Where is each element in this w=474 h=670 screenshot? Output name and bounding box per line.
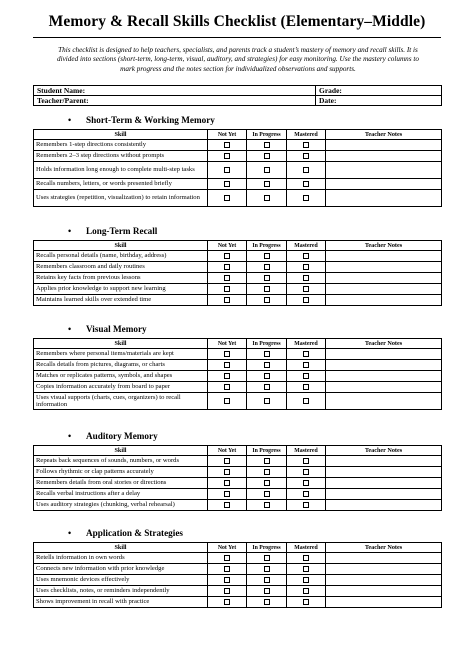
column-header-mastered: Mastered	[287, 130, 326, 140]
checkbox-cell-not-yet	[208, 393, 247, 410]
table-row	[34, 179, 442, 190]
checkbox-in-progress[interactable]	[264, 469, 270, 475]
column-header-in-progress: In Progress	[247, 446, 287, 456]
table-row	[34, 467, 442, 478]
date-field[interactable]: Date:	[316, 96, 442, 106]
checkbox-in-progress[interactable]	[264, 373, 270, 379]
checkbox-cell-mastered	[287, 564, 326, 575]
section-title: Short-Term & Working Memory	[86, 115, 215, 125]
student-name-field[interactable]: Student Name:	[34, 86, 316, 96]
checkbox-mastered[interactable]	[303, 480, 309, 486]
teacher-notes-cell[interactable]	[326, 140, 442, 151]
bullet-icon: •	[68, 431, 72, 441]
checkbox-mastered[interactable]	[303, 398, 309, 404]
table-header-row	[34, 339, 442, 349]
section-heading	[68, 528, 183, 538]
teacher-notes-cell[interactable]	[326, 371, 442, 382]
checkbox-cell-in-progress	[247, 151, 287, 162]
table-row	[34, 500, 442, 511]
checkbox-cell-in-progress	[247, 284, 287, 295]
checkbox-not-yet[interactable]	[224, 373, 230, 379]
checkbox-mastered[interactable]	[303, 577, 309, 583]
skill-cell: Connects new information with prior knowledge	[34, 564, 208, 575]
checkbox-not-yet[interactable]	[224, 502, 230, 508]
checkbox-not-yet[interactable]	[224, 469, 230, 475]
checkbox-cell-mastered	[287, 393, 326, 410]
checkbox-cell-not-yet	[208, 586, 247, 597]
teacher-notes-cell[interactable]	[326, 251, 442, 262]
checkbox-cell-mastered	[287, 456, 326, 467]
checkbox-in-progress[interactable]	[264, 286, 270, 292]
checkbox-cell-in-progress	[247, 251, 287, 262]
column-header-not-yet: Not Yet	[208, 241, 247, 251]
checkbox-cell-in-progress	[247, 295, 287, 306]
checkbox-cell-not-yet	[208, 295, 247, 306]
checkbox-mastered[interactable]	[303, 491, 309, 497]
teacher-notes-cell[interactable]	[326, 273, 442, 284]
checkbox-cell-mastered	[287, 500, 326, 511]
bullet-icon: •	[68, 528, 72, 538]
checklist-table	[33, 129, 442, 207]
table-row	[34, 360, 442, 371]
teacher-notes-cell[interactable]	[326, 349, 442, 360]
skill-cell: Shows improvement in recall with practice	[34, 597, 208, 608]
column-header-not-yet: Not Yet	[208, 339, 247, 349]
teacher-notes-cell[interactable]	[326, 151, 442, 162]
table-row	[34, 162, 442, 179]
table-row	[34, 140, 442, 151]
checkbox-cell-in-progress	[247, 371, 287, 382]
checkbox-mastered[interactable]	[303, 373, 309, 379]
checkbox-cell-not-yet	[208, 251, 247, 262]
checkbox-cell-not-yet	[208, 553, 247, 564]
checkbox-cell-in-progress	[247, 140, 287, 151]
checkbox-mastered[interactable]	[303, 253, 309, 259]
checkbox-cell-not-yet	[208, 564, 247, 575]
checkbox-cell-in-progress	[247, 162, 287, 179]
checkbox-in-progress[interactable]	[264, 599, 270, 605]
checkbox-in-progress[interactable]	[264, 362, 270, 368]
checkbox-cell-in-progress	[247, 456, 287, 467]
checkbox-cell-mastered	[287, 467, 326, 478]
teacher-notes-cell[interactable]	[326, 295, 442, 306]
checkbox-not-yet[interactable]	[224, 181, 230, 187]
checkbox-in-progress[interactable]	[264, 142, 270, 148]
checkbox-cell-in-progress	[247, 360, 287, 371]
checkbox-cell-mastered	[287, 575, 326, 586]
checkbox-cell-mastered	[287, 478, 326, 489]
checkbox-cell-not-yet	[208, 162, 247, 179]
checkbox-cell-in-progress	[247, 478, 287, 489]
checkbox-cell-in-progress	[247, 467, 287, 478]
checkbox-cell-not-yet	[208, 273, 247, 284]
checkbox-cell-in-progress	[247, 564, 287, 575]
checkbox-cell-in-progress	[247, 586, 287, 597]
table-header-row	[34, 543, 442, 553]
checkbox-cell-in-progress	[247, 489, 287, 500]
checkbox-cell-not-yet	[208, 478, 247, 489]
checkbox-not-yet[interactable]	[224, 384, 230, 390]
teacher-notes-cell[interactable]	[326, 262, 442, 273]
teacher-notes-cell[interactable]	[326, 284, 442, 295]
section-title: Application & Strategies	[86, 528, 183, 538]
checkbox-cell-not-yet	[208, 500, 247, 511]
checkbox-not-yet[interactable]	[224, 264, 230, 270]
table-row	[34, 190, 442, 207]
skill-cell: Maintains learned skills over extended time	[34, 295, 208, 306]
checkbox-cell-not-yet	[208, 284, 247, 295]
checkbox-cell-mastered	[287, 349, 326, 360]
checkbox-mastered[interactable]	[303, 167, 309, 173]
checkbox-cell-not-yet	[208, 140, 247, 151]
skill-cell: Retells information in own words	[34, 553, 208, 564]
checkbox-cell-in-progress	[247, 553, 287, 564]
bullet-icon: •	[68, 226, 72, 236]
skill-cell: Uses checklists, notes, or reminders independently	[34, 586, 208, 597]
checkbox-in-progress[interactable]	[264, 181, 270, 187]
checkbox-mastered[interactable]	[303, 297, 309, 303]
skill-cell: Uses mnemonic devices effectively	[34, 575, 208, 586]
table-row	[34, 553, 442, 564]
checkbox-cell-not-yet	[208, 371, 247, 382]
checklist-table	[33, 445, 442, 511]
checkbox-not-yet[interactable]	[224, 362, 230, 368]
checkbox-cell-not-yet	[208, 190, 247, 207]
checkbox-cell-mastered	[287, 489, 326, 500]
table-row	[34, 586, 442, 597]
page-title: Memory & Recall Skills Checklist (Elementary–Middle)	[48, 13, 426, 30]
teacher-notes-cell[interactable]	[326, 162, 442, 179]
checkbox-not-yet[interactable]	[224, 398, 230, 404]
column-header-notes: Teacher Notes	[326, 339, 442, 349]
skill-cell: Repeats back sequences of sounds, numbers, or words	[34, 456, 208, 467]
column-header-skill: Skill	[34, 543, 208, 553]
checkbox-in-progress[interactable]	[264, 297, 270, 303]
teacher-notes-cell[interactable]	[326, 489, 442, 500]
column-header-skill: Skill	[34, 130, 208, 140]
teacher-notes-cell[interactable]	[326, 393, 442, 410]
checkbox-in-progress[interactable]	[264, 491, 270, 497]
checkbox-cell-not-yet	[208, 597, 247, 608]
column-header-in-progress: In Progress	[247, 339, 287, 349]
column-header-not-yet: Not Yet	[208, 543, 247, 553]
column-header-skill: Skill	[34, 446, 208, 456]
checkbox-mastered[interactable]	[303, 566, 309, 572]
teacher-notes-cell[interactable]	[326, 360, 442, 371]
checkbox-mastered[interactable]	[303, 555, 309, 561]
checkbox-in-progress[interactable]	[264, 566, 270, 572]
teacher-parent-field[interactable]: Teacher/Parent:	[34, 96, 316, 106]
skill-cell: Recalls numbers, letters, or words presented briefly	[34, 179, 208, 190]
checkbox-cell-in-progress	[247, 349, 287, 360]
checkbox-cell-mastered	[287, 251, 326, 262]
checkbox-cell-not-yet	[208, 360, 247, 371]
checkbox-not-yet[interactable]	[224, 253, 230, 259]
checkbox-cell-in-progress	[247, 393, 287, 410]
table-row	[34, 597, 442, 608]
checkbox-cell-not-yet	[208, 262, 247, 273]
skill-cell: Uses visual supports (charts, cues, organizers) to recall information	[34, 393, 208, 410]
checkbox-cell-mastered	[287, 179, 326, 190]
table-header-row	[34, 241, 442, 251]
skill-cell: Retains key facts from previous lessons	[34, 273, 208, 284]
checkbox-cell-mastered	[287, 284, 326, 295]
section-heading	[68, 431, 158, 441]
checklist-table	[33, 338, 442, 410]
column-header-mastered: Mastered	[287, 241, 326, 251]
checkbox-not-yet[interactable]	[224, 286, 230, 292]
checkbox-cell-mastered	[287, 162, 326, 179]
table-row	[34, 382, 442, 393]
checkbox-not-yet[interactable]	[224, 167, 230, 173]
checkbox-mastered[interactable]	[303, 588, 309, 594]
title-divider	[33, 37, 441, 38]
bullet-icon: •	[68, 324, 72, 334]
checkbox-not-yet[interactable]	[224, 588, 230, 594]
checkbox-cell-mastered	[287, 586, 326, 597]
skill-cell: Follows rhythmic or clap patterns accurately	[34, 467, 208, 478]
checkbox-cell-not-yet	[208, 575, 247, 586]
checkbox-cell-mastered	[287, 262, 326, 273]
bullet-icon: •	[68, 115, 72, 125]
skill-cell: Recalls details from pictures, diagrams, or charts	[34, 360, 208, 371]
column-header-mastered: Mastered	[287, 339, 326, 349]
checkbox-not-yet[interactable]	[224, 555, 230, 561]
table-row	[34, 371, 442, 382]
skill-cell: Applies prior knowledge to support new learning	[34, 284, 208, 295]
teacher-notes-cell[interactable]	[326, 500, 442, 511]
checkbox-in-progress[interactable]	[264, 253, 270, 259]
checkbox-cell-not-yet	[208, 382, 247, 393]
checkbox-in-progress[interactable]	[264, 275, 270, 281]
table-row	[34, 489, 442, 500]
table-row	[34, 564, 442, 575]
checkbox-mastered[interactable]	[303, 362, 309, 368]
section-title: Visual Memory	[86, 324, 147, 334]
checkbox-cell-mastered	[287, 360, 326, 371]
checkbox-in-progress[interactable]	[264, 264, 270, 270]
checkbox-not-yet[interactable]	[224, 351, 230, 357]
table-row	[34, 284, 442, 295]
column-header-mastered: Mastered	[287, 543, 326, 553]
checkbox-mastered[interactable]	[303, 502, 309, 508]
checkbox-in-progress[interactable]	[264, 351, 270, 357]
checkbox-cell-not-yet	[208, 179, 247, 190]
checkbox-not-yet[interactable]	[224, 599, 230, 605]
teacher-notes-cell[interactable]	[326, 179, 442, 190]
teacher-notes-cell[interactable]	[326, 456, 442, 467]
column-header-notes: Teacher Notes	[326, 446, 442, 456]
column-header-mastered: Mastered	[287, 446, 326, 456]
checkbox-in-progress[interactable]	[264, 195, 270, 201]
checkbox-cell-in-progress	[247, 273, 287, 284]
section-title: Long-Term Recall	[86, 226, 158, 236]
checkbox-not-yet[interactable]	[224, 491, 230, 497]
checkbox-cell-in-progress	[247, 597, 287, 608]
skill-cell: Remembers 1-step directions consistently	[34, 140, 208, 151]
checkbox-not-yet[interactable]	[224, 142, 230, 148]
checkbox-in-progress[interactable]	[264, 167, 270, 173]
skill-cell: Copies information accurately from board to paper	[34, 382, 208, 393]
skill-cell: Recalls verbal instructions after a delay	[34, 489, 208, 500]
checkbox-cell-not-yet	[208, 467, 247, 478]
checkbox-not-yet[interactable]	[224, 297, 230, 303]
checkbox-mastered[interactable]	[303, 286, 309, 292]
checkbox-cell-in-progress	[247, 190, 287, 207]
table-row	[34, 262, 442, 273]
teacher-notes-cell[interactable]	[326, 586, 442, 597]
checkbox-in-progress[interactable]	[264, 577, 270, 583]
table-header-row	[34, 446, 442, 456]
column-header-notes: Teacher Notes	[326, 543, 442, 553]
skill-cell: Uses strategies (repetition, visualization) to retain information	[34, 190, 208, 207]
skill-cell: Remembers classroom and daily routines	[34, 262, 208, 273]
teacher-notes-cell[interactable]	[326, 190, 442, 207]
checkbox-in-progress[interactable]	[264, 555, 270, 561]
teacher-notes-cell[interactable]	[326, 467, 442, 478]
column-header-in-progress: In Progress	[247, 543, 287, 553]
column-header-skill: Skill	[34, 339, 208, 349]
checkbox-cell-mastered	[287, 140, 326, 151]
checkbox-mastered[interactable]	[303, 195, 309, 201]
checkbox-in-progress[interactable]	[264, 398, 270, 404]
table-row	[34, 151, 442, 162]
teacher-notes-cell[interactable]	[326, 597, 442, 608]
table-row	[34, 393, 442, 410]
checkbox-mastered[interactable]	[303, 458, 309, 464]
table-row	[34, 251, 442, 262]
skill-cell: Holds information long enough to complete multi-step tasks	[34, 162, 208, 179]
teacher-notes-cell[interactable]	[326, 575, 442, 586]
checkbox-cell-mastered	[287, 273, 326, 284]
checkbox-cell-not-yet	[208, 349, 247, 360]
column-header-notes: Teacher Notes	[326, 241, 442, 251]
checkbox-in-progress[interactable]	[264, 458, 270, 464]
checkbox-cell-in-progress	[247, 575, 287, 586]
checkbox-mastered[interactable]	[303, 351, 309, 357]
column-header-not-yet: Not Yet	[208, 130, 247, 140]
checkbox-cell-mastered	[287, 553, 326, 564]
checkbox-cell-mastered	[287, 190, 326, 207]
checkbox-cell-mastered	[287, 371, 326, 382]
checkbox-mastered[interactable]	[303, 264, 309, 270]
table-row	[34, 273, 442, 284]
skill-cell: Remembers 2–3 step directions without prompts	[34, 151, 208, 162]
checklist-table	[33, 542, 442, 608]
checkbox-not-yet[interactable]	[224, 195, 230, 201]
checkbox-cell-in-progress	[247, 382, 287, 393]
checkbox-in-progress[interactable]	[264, 502, 270, 508]
checkbox-mastered[interactable]	[303, 275, 309, 281]
teacher-notes-cell[interactable]	[326, 553, 442, 564]
checkbox-cell-not-yet	[208, 151, 247, 162]
section-heading	[68, 324, 147, 334]
teacher-notes-cell[interactable]	[326, 382, 442, 393]
checkbox-not-yet[interactable]	[224, 566, 230, 572]
checkbox-mastered[interactable]	[303, 599, 309, 605]
checkbox-mastered[interactable]	[303, 181, 309, 187]
column-header-in-progress: In Progress	[247, 130, 287, 140]
skill-cell: Uses auditory strategies (chunking, verbal rehearsal)	[34, 500, 208, 511]
checkbox-in-progress[interactable]	[264, 384, 270, 390]
column-header-skill: Skill	[34, 241, 208, 251]
table-row	[34, 456, 442, 467]
column-header-notes: Teacher Notes	[326, 130, 442, 140]
checkbox-not-yet[interactable]	[224, 458, 230, 464]
checkbox-cell-mastered	[287, 382, 326, 393]
section-heading	[68, 226, 157, 236]
skill-cell: Remembers where personal items/materials are kept	[34, 349, 208, 360]
section-heading	[68, 115, 215, 125]
checkbox-cell-in-progress	[247, 179, 287, 190]
table-row	[34, 295, 442, 306]
checkbox-mastered[interactable]	[303, 384, 309, 390]
student-info-table	[33, 85, 442, 106]
table-header-row	[34, 130, 442, 140]
grade-field[interactable]: Grade:	[316, 86, 442, 96]
checkbox-mastered[interactable]	[303, 469, 309, 475]
checkbox-not-yet[interactable]	[224, 577, 230, 583]
checkbox-in-progress[interactable]	[264, 153, 270, 159]
checkbox-in-progress[interactable]	[264, 480, 270, 486]
column-header-in-progress: In Progress	[247, 241, 287, 251]
checkbox-cell-mastered	[287, 597, 326, 608]
checkbox-mastered[interactable]	[303, 153, 309, 159]
skill-cell: Matches or replicates patterns, symbols, and shapes	[34, 371, 208, 382]
skill-cell: Remembers details from oral stories or directions	[34, 478, 208, 489]
section-title: Auditory Memory	[86, 431, 158, 441]
checkbox-cell-in-progress	[247, 500, 287, 511]
checkbox-cell-not-yet	[208, 456, 247, 467]
teacher-notes-cell[interactable]	[326, 564, 442, 575]
column-header-not-yet: Not Yet	[208, 446, 247, 456]
checkbox-not-yet[interactable]	[224, 480, 230, 486]
checkbox-cell-mastered	[287, 151, 326, 162]
checkbox-not-yet[interactable]	[224, 153, 230, 159]
checkbox-cell-in-progress	[247, 262, 287, 273]
checkbox-mastered[interactable]	[303, 142, 309, 148]
intro-paragraph: This checklist is designed to help teachers, specialists, and parents track a student’s mastery of memory and recall skills. It is divided into sections (short-term, long-term, visual, auditory, and strategies) for easy monitoring. Use the mastery columns to mark progress and the notes section for individualized observations and supports.	[57, 46, 419, 73]
checklist-table	[33, 240, 442, 306]
table-row	[34, 478, 442, 489]
checkbox-not-yet[interactable]	[224, 275, 230, 281]
skill-cell: Recalls personal details (name, birthday, address)	[34, 251, 208, 262]
teacher-notes-cell[interactable]	[326, 478, 442, 489]
table-row	[34, 575, 442, 586]
checkbox-cell-mastered	[287, 295, 326, 306]
table-row	[34, 349, 442, 360]
checkbox-cell-not-yet	[208, 489, 247, 500]
checkbox-in-progress[interactable]	[264, 588, 270, 594]
